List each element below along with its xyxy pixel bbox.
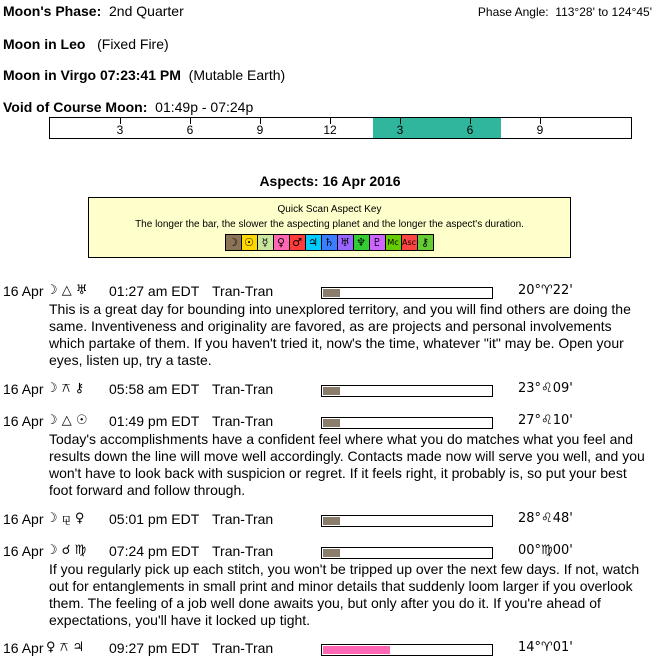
aspect-date: 16 Apr xyxy=(3,283,44,299)
aspect-duration-bar xyxy=(321,385,493,397)
timeline-tick-label: 12 xyxy=(323,123,337,137)
mercury-icon: ☿ xyxy=(257,234,274,251)
aspect-glyphs: ☽ △ ♅ xyxy=(46,283,88,298)
aspect-duration-fill xyxy=(323,646,390,654)
moon-phase-value: 2nd Quarter xyxy=(109,3,184,19)
neptune-icon: ♆ xyxy=(353,234,370,251)
aspect-row xyxy=(3,283,653,301)
moon-in-virgo xyxy=(3,67,285,83)
aspect-position: 27°♌10' xyxy=(518,413,573,428)
aspects-title: Aspects: 16 Apr 2016 xyxy=(259,173,401,189)
planet-key-row xyxy=(89,234,570,251)
aspect-time: 01:49 pm EDT xyxy=(109,413,200,429)
aspect-type: Tran-Tran xyxy=(212,511,274,527)
moon-in-virgo-value: (Mutable Earth) xyxy=(188,67,286,83)
midheaven-icon: Mc xyxy=(385,234,402,251)
aspect-time: 01:27 am EDT xyxy=(109,283,200,299)
aspect-position: 23°♌09' xyxy=(518,381,573,396)
aspect-position: 28°♌48' xyxy=(518,511,573,526)
aspect-date: 16 Apr xyxy=(3,640,44,656)
aspect-time: 05:01 pm EDT xyxy=(109,511,200,527)
aspect-date: 16 Apr xyxy=(3,381,44,397)
moon-phase-label: Moon's Phase: xyxy=(3,3,102,19)
moon-in-leo-label: Moon in Leo xyxy=(3,36,86,52)
phase-angle xyxy=(478,5,652,19)
aspect-type: Tran-Tran xyxy=(212,543,274,559)
aspect-time: 09:27 pm EDT xyxy=(109,640,200,656)
aspect-duration-fill xyxy=(323,549,340,557)
aspect-duration-bar xyxy=(321,515,493,527)
aspect-row xyxy=(3,381,653,399)
aspect-glyphs: ☽ △ ☉ xyxy=(46,413,88,428)
aspect-type: Tran-Tran xyxy=(212,640,274,656)
aspect-key xyxy=(88,197,571,258)
chiron-icon: ⚷ xyxy=(417,234,434,251)
pluto-icon: ♇ xyxy=(369,234,386,251)
aspect-date: 16 Apr xyxy=(3,543,44,559)
saturn-icon: ♄ xyxy=(321,234,338,251)
aspect-row xyxy=(3,640,653,658)
aspect-duration-bar xyxy=(321,417,493,429)
timeline-tick-label: 6 xyxy=(466,123,474,137)
phase-angle-label: Phase Angle: xyxy=(477,5,549,19)
aspect-date: 16 Apr xyxy=(3,413,44,429)
uranus-icon: ♅ xyxy=(337,234,354,251)
aspect-row xyxy=(3,511,653,529)
moon-phase xyxy=(3,3,184,19)
aspect-type: Tran-Tran xyxy=(212,413,274,429)
timeline-tick-label: 6 xyxy=(186,123,194,137)
void-label: Void of Course Moon: xyxy=(3,99,148,115)
aspect-row xyxy=(3,543,653,561)
aspect-description: Today's accomplishments have a confident feel where what you do matches what you feel and results down the line will move well accordingly. Contacts made now will serve you well, and you won't have to look back with suspicion or regret. If it feels right, it probably is, so put your best foot forward and follow through. xyxy=(49,431,645,498)
timeline-tick-label: 3 xyxy=(396,123,404,137)
aspect-duration-fill xyxy=(323,517,340,525)
aspect-duration-bar xyxy=(321,547,493,559)
aspect-type: Tran-Tran xyxy=(212,381,274,397)
aspect-position: 00°♍00' xyxy=(518,543,573,558)
ascendant-icon: Asc xyxy=(401,234,418,251)
aspect-date: 16 Apr xyxy=(3,511,44,527)
key-title: Quick Scan Aspect Key xyxy=(277,204,382,215)
aspect-glyphs: ☽ ☌ ♍ xyxy=(46,543,87,558)
key-description: The longer the bar, the slower the aspecting planet and the longer the aspect's duration. xyxy=(135,219,524,230)
aspect-description: If you regularly pick up each stitch, you won't be tripped up over the next few days. If not, watch out for entanglements in small print and minor details that suddenly loom larger if you overlook them. The feeling of a job well done awaits you, but only after you do it. If you're ahead of expectations, you'll have it locked up tight. xyxy=(49,561,640,628)
aspect-type: Tran-Tran xyxy=(212,283,274,299)
moon-icon: ☽ xyxy=(225,234,242,251)
aspect-duration-bar xyxy=(321,644,493,656)
timeline-tick-label: 9 xyxy=(256,123,264,137)
timeline-tick-label: 9 xyxy=(536,123,544,137)
aspect-duration-fill xyxy=(323,289,340,297)
aspect-duration-fill xyxy=(323,419,340,427)
aspect-row xyxy=(3,413,653,431)
aspect-glyphs: ☽ ⚻ ⚷ xyxy=(46,381,85,396)
mars-icon: ♂ xyxy=(289,234,306,251)
aspect-duration-fill xyxy=(323,387,340,395)
aspect-duration-bar xyxy=(321,287,493,299)
void-timeline xyxy=(49,117,632,139)
aspect-time: 05:58 am EDT xyxy=(109,381,200,397)
void-value: 01:49p - 07:24p xyxy=(155,99,254,115)
aspect-position: 14°♈01' xyxy=(518,640,573,655)
timeline-tick-label: 3 xyxy=(116,123,124,137)
moon-in-virgo-label: Moon in Virgo 07:23:41 PM xyxy=(3,67,181,83)
jupiter-icon: ♃ xyxy=(305,234,322,251)
moon-in-leo xyxy=(3,36,169,52)
sun-icon: ☉ xyxy=(241,234,258,251)
aspect-position: 20°♈22' xyxy=(518,283,573,298)
venus-icon: ♀ xyxy=(273,234,290,251)
void-of-course xyxy=(3,99,253,115)
phase-angle-value: 113°28' to 124°45' xyxy=(555,5,652,19)
moon-in-leo-value: (Fixed Fire) xyxy=(97,36,169,52)
aspect-description: This is a great day for bounding into unexplored territory, and you will find others are doing the same. Inventiveness and originality are favored, as are projects and personal involvements which partake of them. If you haven't tried it, now's the time, whatever "it" may be. Open your eyes, listen up, try a taste. xyxy=(49,301,631,368)
aspect-glyphs: ☽ ⚼ ♀ xyxy=(46,511,85,526)
aspect-time: 07:24 pm EDT xyxy=(109,543,200,559)
aspect-glyphs: ♀ ⚻ ♃ xyxy=(46,640,85,655)
